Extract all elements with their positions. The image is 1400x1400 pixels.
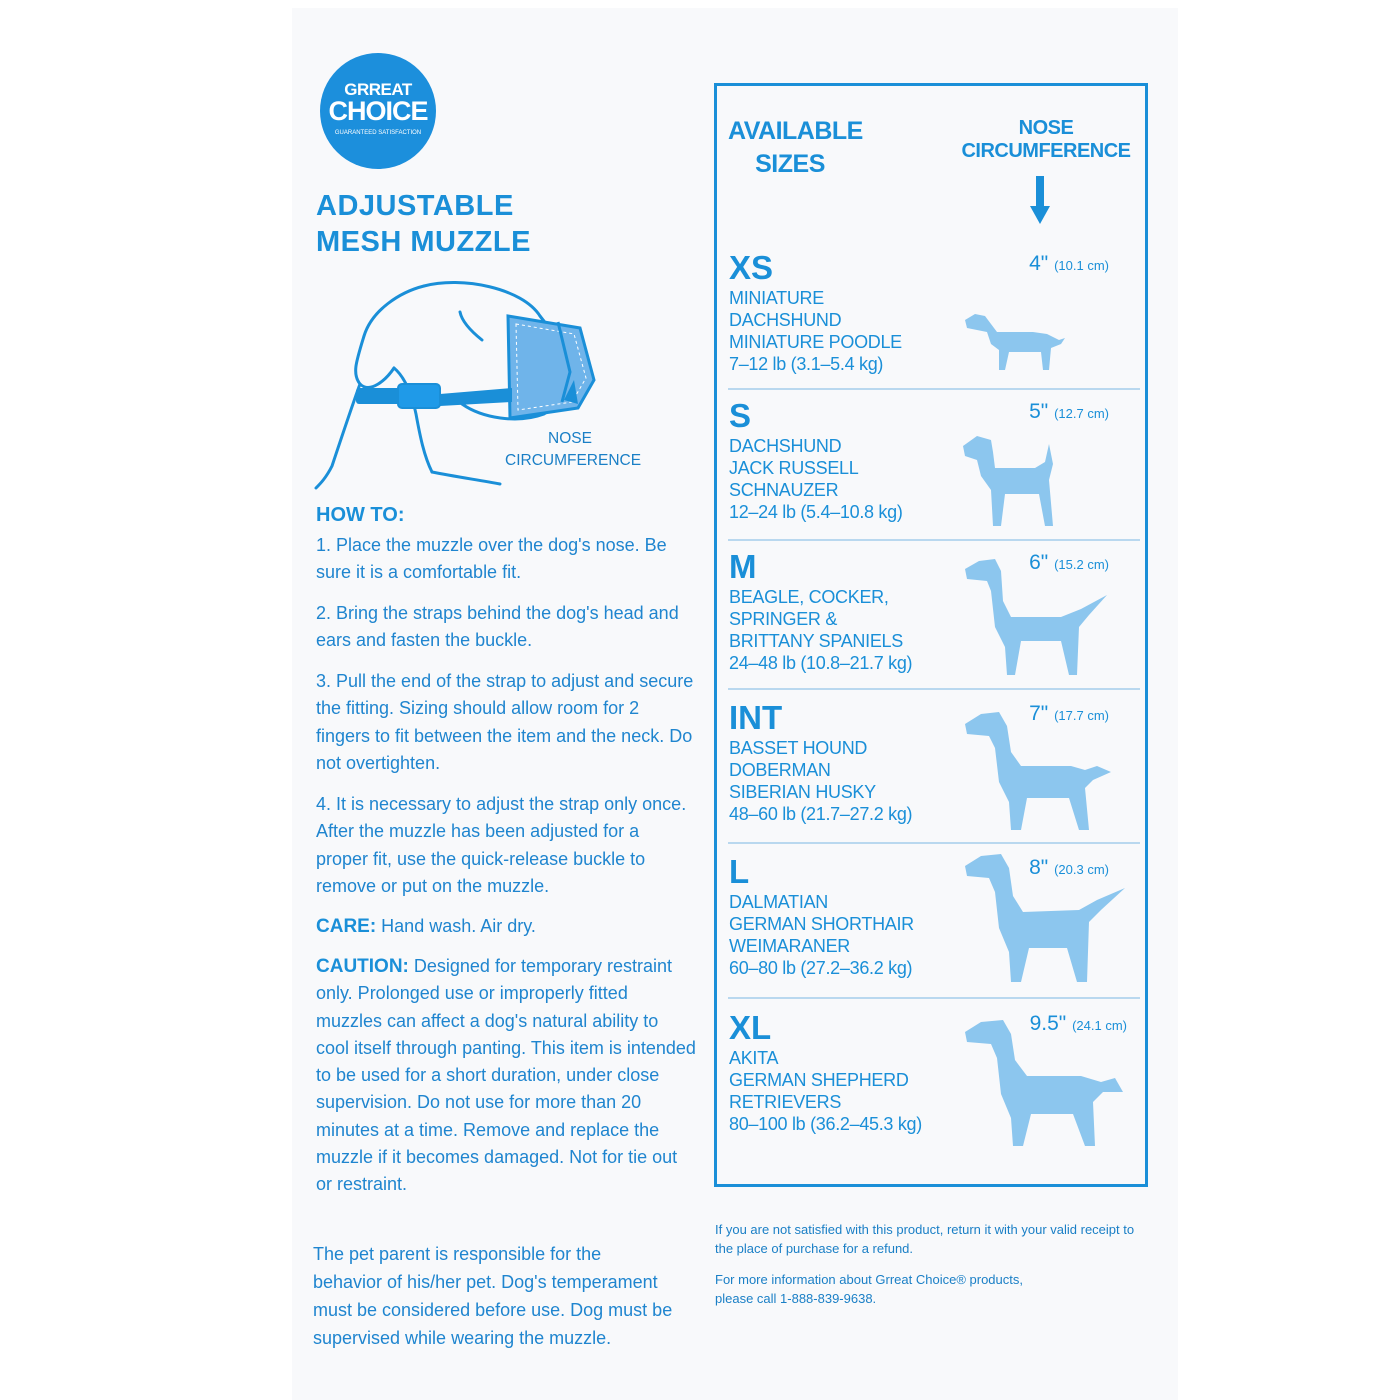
title-line2: MESH MUZZLE: [316, 226, 531, 258]
row-divider: [728, 997, 1140, 999]
size-header: [728, 115, 863, 181]
howto-heading: HOW TO:: [316, 504, 405, 526]
size-code: XS: [729, 249, 774, 286]
size-breeds: [729, 891, 914, 979]
illustration-label-line1: NOSE: [548, 430, 592, 447]
size-code: M: [729, 548, 757, 585]
row-divider: [728, 688, 1140, 690]
howto-step-2: 2. Bring the straps behind the dog's head and ears and fasten the buckle.: [316, 603, 679, 651]
caution-label: CAUTION:: [316, 956, 409, 977]
nose-cm: (20.3 cm): [1054, 862, 1109, 877]
size-header-line2: SIZES: [755, 150, 825, 178]
illustration-label-line2: CIRCUMFERENCE: [505, 452, 642, 469]
caution-text: Designed for temporary restraint only. Prolonged use or improperly fitted muzzles can affect a dog's natural ability to cool itself through panting. This item is intended to be used for a short duration, under close supervision. Do not use for more than 20 minutes at a time. Remove and replace the muzzle if it becomes damaged. Not for tie out or restraint.: [316, 956, 696, 1195]
size-header-line1: AVAILABLE: [728, 117, 863, 145]
breed-line: WEIMARANER: [729, 936, 851, 956]
nose-inches: 5": [1029, 400, 1049, 423]
row-divider: [728, 539, 1140, 541]
refund-note: If you are not satisfied with this product, return it with your valid receipt to the place of purchase for a refund.: [715, 1222, 1135, 1256]
title-line1: ADJUSTABLE: [316, 190, 514, 222]
care-label: CARE:: [316, 916, 377, 937]
breed-line: DACHSHUND: [729, 310, 842, 330]
intermediate-dog-silhouette-icon: [961, 710, 1113, 836]
breed-line: GERMAN SHORTHAIR: [729, 914, 914, 934]
small-dog-silhouette-icon: [961, 432, 1061, 532]
brand-logo: [320, 53, 436, 169]
dachshund-silhouette-icon: [961, 308, 1069, 374]
size-code: INT: [729, 699, 783, 736]
brand-line2: CHOICE: [328, 96, 428, 126]
weight-line: 48–60 lb (21.7–27.2 kg): [729, 804, 913, 824]
howto-step-3: 3. Pull the end of the strap to adjust and secure the fitting. Sizing should allow room for 2 fingers to fit between the item and the neck. Do not overtighten.: [316, 671, 694, 773]
row-divider: [728, 388, 1140, 390]
size-code: S: [729, 397, 752, 434]
size-breeds: [729, 435, 903, 523]
breed-line: MINIATURE: [729, 288, 824, 308]
howto-step-4: 4. It is necessary to adjust the strap only once. After the muzzle has been adjusted for a proper fit, use the quick-release buckle to remove or put on the muzzle.: [316, 794, 687, 896]
breed-line: DALMATIAN: [729, 892, 828, 912]
illustration-nose-label: [505, 428, 642, 472]
breed-line: BEAGLE, COCKER,: [729, 587, 889, 607]
size-breeds: [729, 1047, 922, 1135]
weight-line: 60–80 lb (27.2–36.2 kg): [729, 958, 913, 978]
howto-step-1: 1. Place the muzzle over the dog's nose. Be sure it is a comfortable fit.: [316, 535, 667, 583]
row-divider: [728, 842, 1140, 844]
care-note: [316, 913, 696, 940]
breed-line: SCHNAUZER: [729, 480, 839, 500]
nose-cm: (10.1 cm): [1054, 258, 1109, 273]
breed-line: DACHSHUND: [729, 436, 842, 456]
xl-dog-silhouette-icon: [961, 1018, 1125, 1152]
breed-line: BRITTANY SPANIELS: [729, 631, 903, 651]
size-code: L: [729, 853, 750, 890]
breed-line: SIBERIAN HUSKY: [729, 782, 876, 802]
weight-line: 80–100 lb (36.2–45.3 kg): [729, 1114, 922, 1134]
care-text: Hand wash. Air dry.: [376, 916, 536, 936]
nose-size: [1029, 400, 1109, 424]
nose-inches: 6": [1029, 551, 1049, 574]
responsibility-note: The pet parent is responsible for the behavior of his/her pet. Dog's temperament must be considered before use. Dog must be supervised while wearing the muzzle.: [313, 1244, 673, 1348]
nose-cm: (15.2 cm): [1054, 557, 1109, 572]
nose-header-line1: NOSE: [1018, 117, 1074, 139]
nose-inches: 7": [1029, 702, 1049, 725]
size-breeds: [729, 586, 912, 674]
breed-line: JACK RUSSELL: [729, 458, 859, 478]
breed-line: BASSET HOUND: [729, 738, 868, 758]
nose-header: [960, 117, 1132, 163]
nose-cm: (17.7 cm): [1054, 708, 1109, 723]
size-breeds: [729, 737, 912, 825]
contact-note: For more information about Grreat Choice® products, please call 1-888-839-9638.: [715, 1272, 1023, 1306]
nose-inches: 4": [1029, 252, 1049, 275]
nose-inches: 8": [1029, 856, 1049, 879]
size-breeds: [729, 287, 902, 375]
breed-line: DOBERMAN: [729, 760, 831, 780]
down-arrow-icon: [1030, 176, 1050, 226]
nose-header-line2: CIRCUMFERENCE: [961, 140, 1131, 162]
breed-line: AKITA: [729, 1048, 779, 1068]
size-code: XL: [729, 1009, 772, 1046]
weight-line: 7–12 lb (3.1–5.4 kg): [729, 354, 884, 374]
breed-line: MINIATURE POODLE: [729, 332, 902, 352]
brand-line3: GUARANTEED SATISFACTION: [334, 130, 422, 136]
nose-cm: (12.7 cm): [1054, 406, 1109, 421]
medium-dog-silhouette-icon: [961, 557, 1111, 681]
page-title: [316, 188, 531, 260]
nose-size: [1029, 252, 1109, 276]
nose-cm: (24.1 cm): [1072, 1018, 1127, 1033]
weight-line: 12–24 lb (5.4–10.8 kg): [729, 502, 903, 522]
breed-line: GERMAN SHEPHERD: [729, 1070, 909, 1090]
weight-line: 24–48 lb (10.8–21.7 kg): [729, 653, 913, 673]
breed-line: RETRIEVERS: [729, 1092, 842, 1112]
caution-note: [316, 953, 696, 1199]
large-dog-silhouette-icon: [961, 852, 1127, 988]
nose-inches: 9.5": [1029, 1012, 1067, 1035]
brand-line1: GRREAT: [344, 80, 412, 99]
breed-line: SPRINGER &: [729, 609, 838, 629]
